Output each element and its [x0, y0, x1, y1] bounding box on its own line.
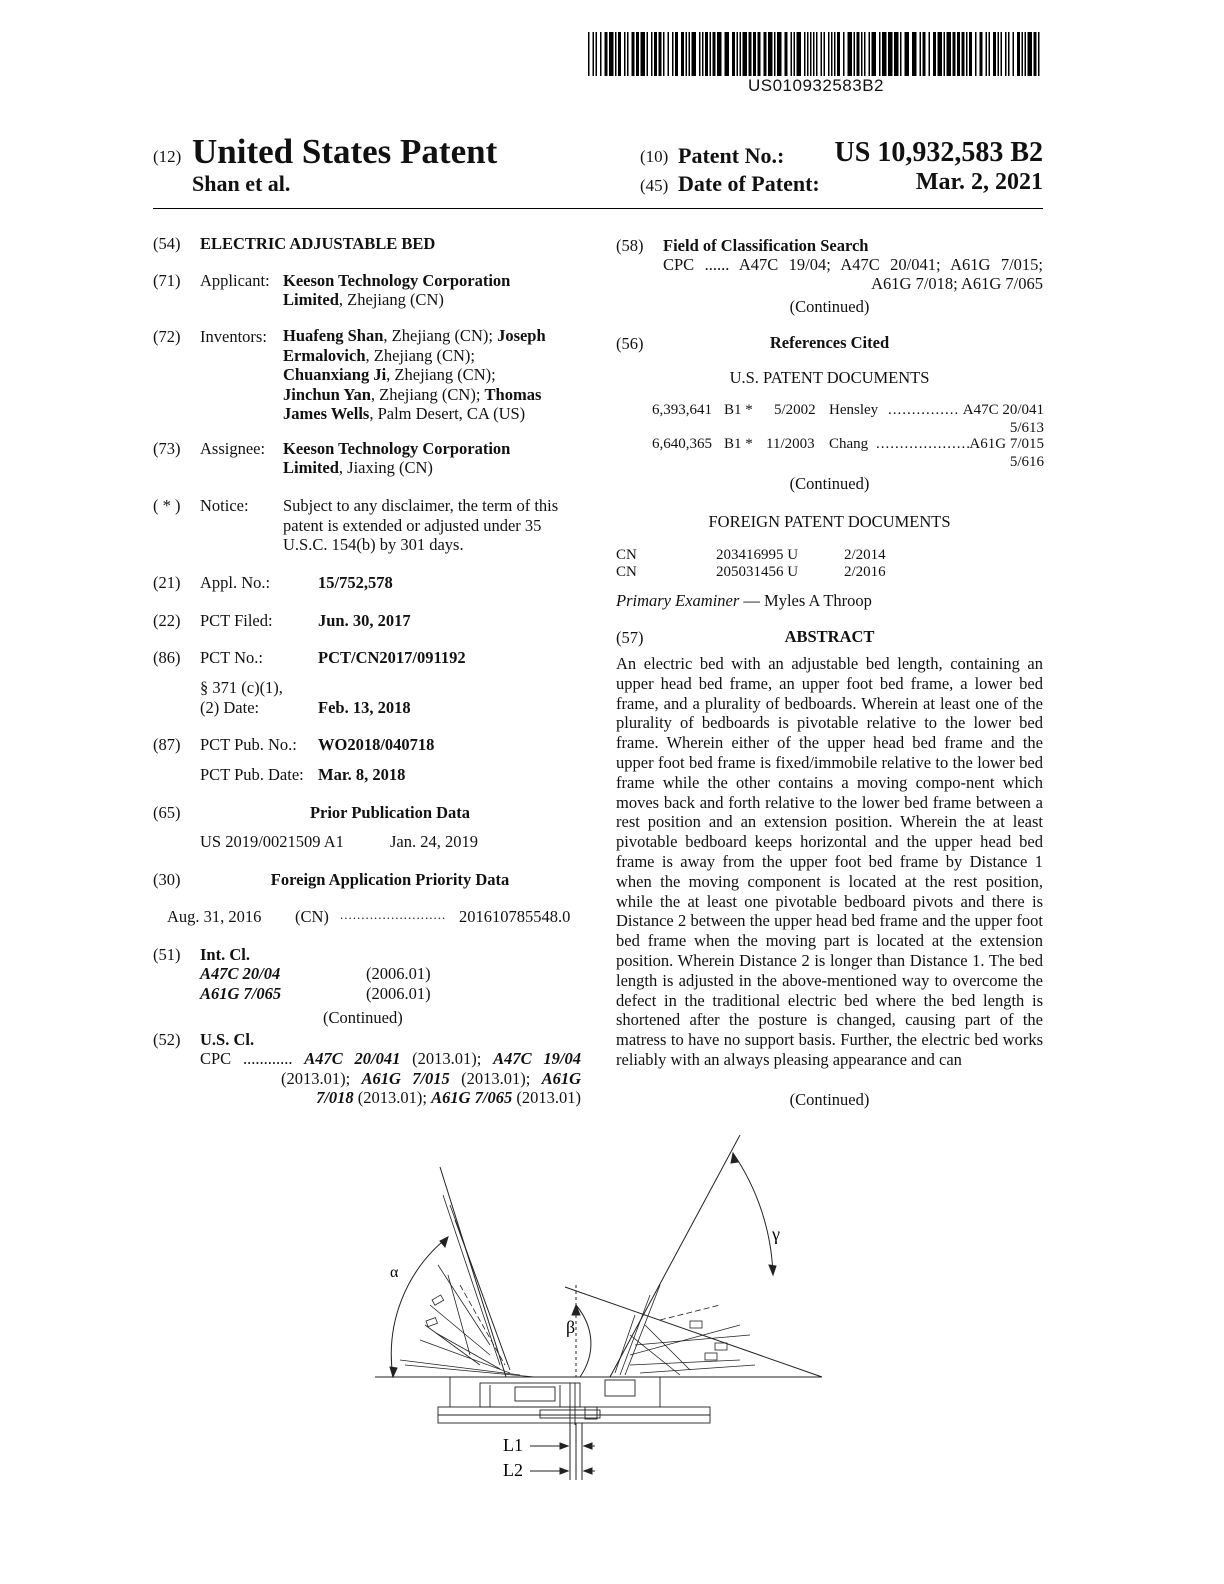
ref-inventor: Hensley	[829, 402, 879, 418]
foreign-priority-country: (CN)	[295, 907, 329, 926]
appl-number: 15/752,578	[318, 573, 393, 592]
barcode-bar	[834, 32, 836, 76]
barcode-bar	[989, 32, 991, 76]
barcode-bar	[713, 32, 716, 76]
barcode-bar	[702, 32, 704, 76]
patent-no-label: Patent No.:	[678, 143, 785, 168]
barcode-bar	[777, 32, 782, 76]
ref-inventor: Chang	[829, 436, 869, 452]
barcode-bar	[831, 32, 833, 76]
barcode-bar	[986, 32, 988, 76]
barcode-bar	[872, 32, 877, 76]
barcode-bar	[618, 32, 621, 76]
pct-no-tag: (86)	[153, 648, 181, 667]
barcode-bar	[993, 32, 996, 76]
barcode-bar	[1005, 32, 1007, 76]
barcode-bar	[947, 32, 952, 76]
barcode-bar	[710, 32, 712, 76]
prior-pub-tag: (65)	[153, 803, 181, 822]
kind-code-tag: (12)	[153, 147, 182, 166]
barcode-bar	[636, 32, 639, 76]
alpha-arrowhead	[440, 1237, 448, 1247]
barcode-bar	[807, 32, 809, 76]
pct-pub-date: Mar. 8, 2018	[318, 765, 406, 784]
barcode-bar	[672, 32, 674, 76]
barcode-bar	[740, 32, 742, 76]
uscl-tag: (52)	[153, 1030, 181, 1049]
abstract-tag: (57)	[616, 628, 644, 647]
barcode-bar	[785, 32, 788, 76]
title-tag: (54)	[153, 234, 181, 253]
references-title: References Cited	[769, 333, 890, 352]
pct-pub-number: WO2018/040718	[318, 735, 435, 754]
assignee-label: Assignee:	[200, 439, 266, 458]
beta-label: β	[566, 1317, 576, 1337]
ref-kind: B1 *	[724, 402, 753, 418]
foreign-docs-title: FOREIGN PATENT DOCUMENTS	[708, 512, 951, 531]
pct-pub-tag: (87)	[153, 735, 181, 754]
barcode-bar	[600, 32, 602, 76]
header-divider	[153, 208, 1043, 209]
invention-title: ELECTRIC ADJUSTABLE BED	[200, 234, 436, 253]
l1-label: L1	[503, 1435, 523, 1455]
bed-base-frame	[438, 1377, 710, 1425]
ref-dots: ...............	[888, 402, 960, 418]
barcode-bar	[879, 32, 881, 76]
gamma-arrowhead-bottom	[769, 1265, 776, 1275]
barcode-bar	[912, 32, 917, 76]
intcl-code-2: A61G 7/065	[200, 984, 282, 1003]
barcode-bar	[816, 32, 818, 76]
intcl-code-1: A47C 20/04	[200, 964, 281, 983]
barcode-bar	[888, 32, 893, 76]
patent-authors: Shan et al.	[192, 171, 291, 196]
prior-pub-title: Prior Publication Data	[309, 803, 471, 822]
patent-no-tag: (10)	[640, 147, 669, 166]
barcode-bar	[699, 32, 701, 76]
barcode-bar	[966, 32, 968, 76]
ref-date: 5/2002	[774, 402, 816, 418]
ref-class: A47C 20/041	[962, 402, 1044, 418]
barcode-bar	[753, 32, 756, 76]
prior-pub-date: Jan. 24, 2019	[390, 832, 478, 851]
barcode-bar	[609, 32, 614, 76]
foreign-ref-country: CN	[616, 564, 637, 580]
barcode-bar	[705, 32, 708, 76]
beta-arc	[576, 1305, 591, 1377]
barcode-bar	[1038, 32, 1040, 76]
barcode-bar	[725, 32, 730, 76]
intcl-continued: (Continued)	[323, 1008, 403, 1027]
ref-kind: B1 *	[724, 436, 753, 452]
foot-incline-line	[565, 1287, 822, 1377]
barcode-bar	[651, 32, 653, 76]
barcode-bar	[624, 32, 626, 76]
barcode-bar	[1001, 32, 1003, 76]
s371-date: Feb. 13, 2018	[318, 698, 411, 717]
date-tag: (45)	[640, 176, 669, 195]
pct-number: PCT/CN2017/091192	[318, 648, 466, 667]
barcode-bar	[717, 32, 722, 76]
barcode-bar	[774, 32, 776, 76]
barcode-bar	[632, 32, 635, 76]
us-refs-continued: (Continued)	[789, 474, 870, 493]
s371-label: § 371 (c)(1),	[200, 678, 283, 697]
field-search-continued: (Continued)	[789, 297, 870, 316]
intcl-version-1: (2006.01)	[366, 964, 431, 983]
pct-filed-date: Jun. 30, 2017	[318, 611, 411, 630]
barcode-bar	[663, 32, 665, 76]
pct-pub-label: PCT Pub. No.:	[200, 735, 297, 754]
barcode-bar	[647, 32, 649, 76]
pct-no-label: PCT No.:	[200, 648, 263, 667]
head-extended-line	[440, 1167, 506, 1377]
foreign-priority-tag: (30)	[153, 870, 181, 889]
barcode-bar	[588, 32, 590, 76]
foreign-ref-country: CN	[616, 547, 637, 563]
assignee-location: Limited, Jiaxing (CN)	[283, 458, 433, 477]
barcode-bar	[905, 32, 910, 76]
abstract-text: An electric bed with an adjustable bed length, containing an upper head bed frame, an upper foot bed frame, a lower bed frame, and a plurality of bedboards. Wherein at least one of the plurality of bedboards is pivotable relative to the lower bed frame. Wherein either of the upper head bed frame and the upper foot bed frame is fixed/immobile relative to the lower bed frame while the other contains a moving compo-nent which moves back and forth relative to the lower bed frame between a rest position and an extension position. Wherein the at least pivotable bedboard keeps horizontal and the upper head bed frame is away from the upper foot bed frame by Distance 1 when the moving component is located at the rest position, while the at least one pivotable bedboard pivots and there is Distance 2 between the upper head bed frame and the upper foot bed frame when the moving part is located at the extension position. Wherein Distance 2 is longer than Distance 1. The bed length is adjusted in the above-mentioned way to overcome the defect in the traditional electric bed where the bed length is shortened after the posture is changed, causing part of the matress to have no support basis. Further, the electric bed works reliably with an always pleasing appearance and can	[616, 654, 1043, 1069]
patent-number: US 10,932,583 B2	[834, 137, 1043, 168]
foreign-ref-number: 205031456 U	[716, 564, 799, 580]
foreign-priority-dots: .........................	[340, 907, 447, 922]
barcode-bar	[900, 32, 902, 76]
barcode-bar	[732, 32, 735, 76]
barcode-bar	[962, 32, 965, 76]
ref-subclass: 5/616	[1009, 454, 1044, 470]
assignee-name: Keeson Technology Corporation	[283, 439, 511, 458]
ref-subclass: 5/613	[1009, 420, 1044, 436]
barcode-bar	[797, 32, 802, 76]
barcode-bar	[861, 32, 863, 76]
barcode-bar	[794, 32, 796, 76]
notice-tag: ( * )	[153, 496, 181, 515]
gamma-arc	[733, 1153, 773, 1275]
barcode-number: US010932583B2	[747, 76, 884, 95]
barcode-bar	[654, 32, 657, 76]
field-search-cpc-1: CPC ...... A47C 19/04; A47C 20/041; A61G 7/015;	[663, 255, 1043, 274]
barcode-bar	[857, 32, 860, 76]
barcode-bar	[758, 32, 761, 76]
barcode-bar	[737, 32, 739, 76]
pct-pub-date-label: PCT Pub. Date:	[200, 765, 304, 784]
barcode-bar	[692, 32, 697, 76]
barcode-bar	[810, 32, 812, 76]
bed-figure-drawing	[360, 1125, 840, 1495]
field-search-tag: (58)	[616, 236, 644, 255]
s371-date-label: (2) Date:	[200, 698, 260, 717]
foot-section-linkages	[615, 1285, 755, 1377]
alpha-arrowhead-bottom	[390, 1367, 397, 1377]
date-label: Date of Patent:	[678, 171, 820, 196]
foreign-priority-title: Foreign Application Priority Data	[270, 870, 510, 889]
foreign-ref-date: 2/2014	[844, 547, 886, 563]
alpha-arc	[391, 1237, 448, 1377]
barcode-bar	[938, 32, 943, 76]
barcode-bar	[828, 32, 830, 76]
barcode-bar	[605, 32, 608, 76]
intcl-label: Int. Cl.	[200, 945, 250, 964]
barcode-bar	[689, 32, 691, 76]
barcode-bar	[627, 32, 629, 76]
notice-label: Notice:	[200, 496, 249, 515]
barcode-bar	[659, 32, 662, 76]
gamma-label: γ	[772, 1224, 780, 1244]
barcode-bar	[1028, 32, 1033, 76]
barcode-bar	[980, 32, 983, 76]
inventors-label: Inventors:	[200, 327, 267, 346]
barcode-bar	[869, 32, 871, 76]
foreign-priority-number: 201610785548.0	[459, 907, 571, 926]
barcode-bar	[593, 32, 595, 76]
barcode-bar	[749, 32, 752, 76]
barcode-bar	[894, 32, 899, 76]
barcode-bar	[804, 32, 806, 76]
patent-date: Mar. 2, 2021	[915, 169, 1043, 195]
inventors-tag: (72)	[153, 327, 181, 346]
barcode-bar	[686, 32, 688, 76]
barcode-bar	[1034, 32, 1037, 76]
barcode-bar	[764, 32, 767, 76]
alpha-label: α	[390, 1264, 399, 1281]
barcode-bar	[668, 32, 670, 76]
barcode-bar	[821, 32, 823, 76]
barcode-bar	[641, 32, 646, 76]
barcode-bar	[1025, 32, 1027, 76]
barcode-bar	[929, 32, 931, 76]
appl-label: Appl. No.:	[200, 573, 271, 592]
pct-filed-label: PCT Filed:	[200, 611, 273, 630]
barcode-bar	[944, 32, 946, 76]
us-reference-row	[652, 436, 1044, 476]
abstract-title: ABSTRACT	[784, 627, 875, 646]
barcode-bar	[864, 32, 866, 76]
patent-type-title: United States Patent	[192, 132, 498, 171]
inventors-list: Huafeng Shan, Zhejiang (CN); Joseph Ermalovich, Zhejiang (CN); Chuanxiang Ji, Zhejiang (CN); Jinchun Yan, Zhejiang (CN); Thomas James Wells, Palm Desert, CA (US)	[283, 326, 546, 423]
foreign-priority-date: Aug. 31, 2016	[167, 907, 262, 926]
applicant-name: Keeson Technology Corporation	[283, 271, 511, 290]
uscl-label: U.S. Cl.	[200, 1030, 255, 1049]
barcode-bar	[957, 32, 960, 76]
barcode-bar	[953, 32, 956, 76]
barcode-bar	[768, 32, 773, 76]
barcode-bar	[837, 32, 840, 76]
barcode-bar	[882, 32, 887, 76]
barcode-bar	[615, 32, 617, 76]
barcode-bar	[681, 32, 684, 76]
notice-text: Subject to any disclaimer, the term of this patent is extended or adjusted under 35 U.S.C. 154(b) by 301 days.	[283, 496, 559, 554]
ref-number: 6,640,365	[652, 436, 712, 452]
field-search-cpc-2: A61G 7/018; A61G 7/065	[871, 274, 1043, 293]
l2-label: L2	[503, 1460, 523, 1480]
us-docs-title: U.S. PATENT DOCUMENTS	[729, 368, 930, 387]
appl-tag: (21)	[153, 573, 181, 592]
ref-dots: ....................	[876, 436, 971, 452]
barcode-bar	[969, 32, 972, 76]
beta-arrowhead	[572, 1305, 580, 1315]
ref-class: A61G 7/015	[969, 436, 1044, 452]
intcl-version-2: (2006.01)	[366, 984, 431, 1003]
barcode-bar	[920, 32, 922, 76]
barcode-bar	[975, 32, 977, 76]
barcode-bar	[791, 32, 793, 76]
barcode-bar	[1017, 32, 1020, 76]
barcode-bar	[824, 32, 826, 76]
primary-examiner: Primary Examiner — Myles A Throop	[616, 591, 872, 610]
barcode-bar	[743, 32, 748, 76]
barcode-bar	[923, 32, 926, 76]
barcode-bar	[813, 32, 815, 76]
uscl-cpc: CPC ............ A47C 20/041 (2013.01); A47C 19/04 (2013.01); A61G 7/015 (2013.01); A61G 7/018 (2013.01); A61G 7/065 (2013.01)	[200, 1049, 581, 1107]
prior-pub-number: US 2019/0021509 A1	[200, 832, 344, 851]
barcode-bar	[1022, 32, 1024, 76]
barcode-bar	[843, 32, 845, 76]
barcode-bar	[1008, 32, 1010, 76]
barcode-bar	[998, 32, 1000, 76]
barcode-bar	[933, 32, 936, 76]
applicant-label: Applicant:	[200, 271, 270, 290]
pct-filed-tag: (22)	[153, 611, 181, 630]
applicant-location: Limited, Zhejiang (CN)	[283, 290, 444, 309]
barcode-bar	[596, 32, 598, 76]
barcode-bar	[675, 32, 678, 76]
ref-date: 11/2003	[766, 436, 815, 452]
gamma-extended-line	[610, 1135, 740, 1377]
ref-number: 6,393,641	[652, 402, 712, 418]
barcode	[588, 32, 1044, 76]
foreign-ref-date: 2/2016	[844, 564, 886, 580]
intcl-tag: (51)	[153, 945, 181, 964]
barcode-bar	[854, 32, 856, 76]
head-section-linkages	[400, 1195, 535, 1377]
barcode-bar	[848, 32, 853, 76]
assignee-tag: (73)	[153, 439, 181, 458]
field-search-title: Field of Classification Search	[663, 236, 869, 255]
abstract-continued: (Continued)	[789, 1090, 870, 1109]
barcode-bar	[1013, 32, 1015, 76]
references-tag: (56)	[616, 334, 644, 353]
applicant-tag: (71)	[153, 271, 181, 290]
foreign-ref-number: 203416995 U	[716, 547, 799, 563]
